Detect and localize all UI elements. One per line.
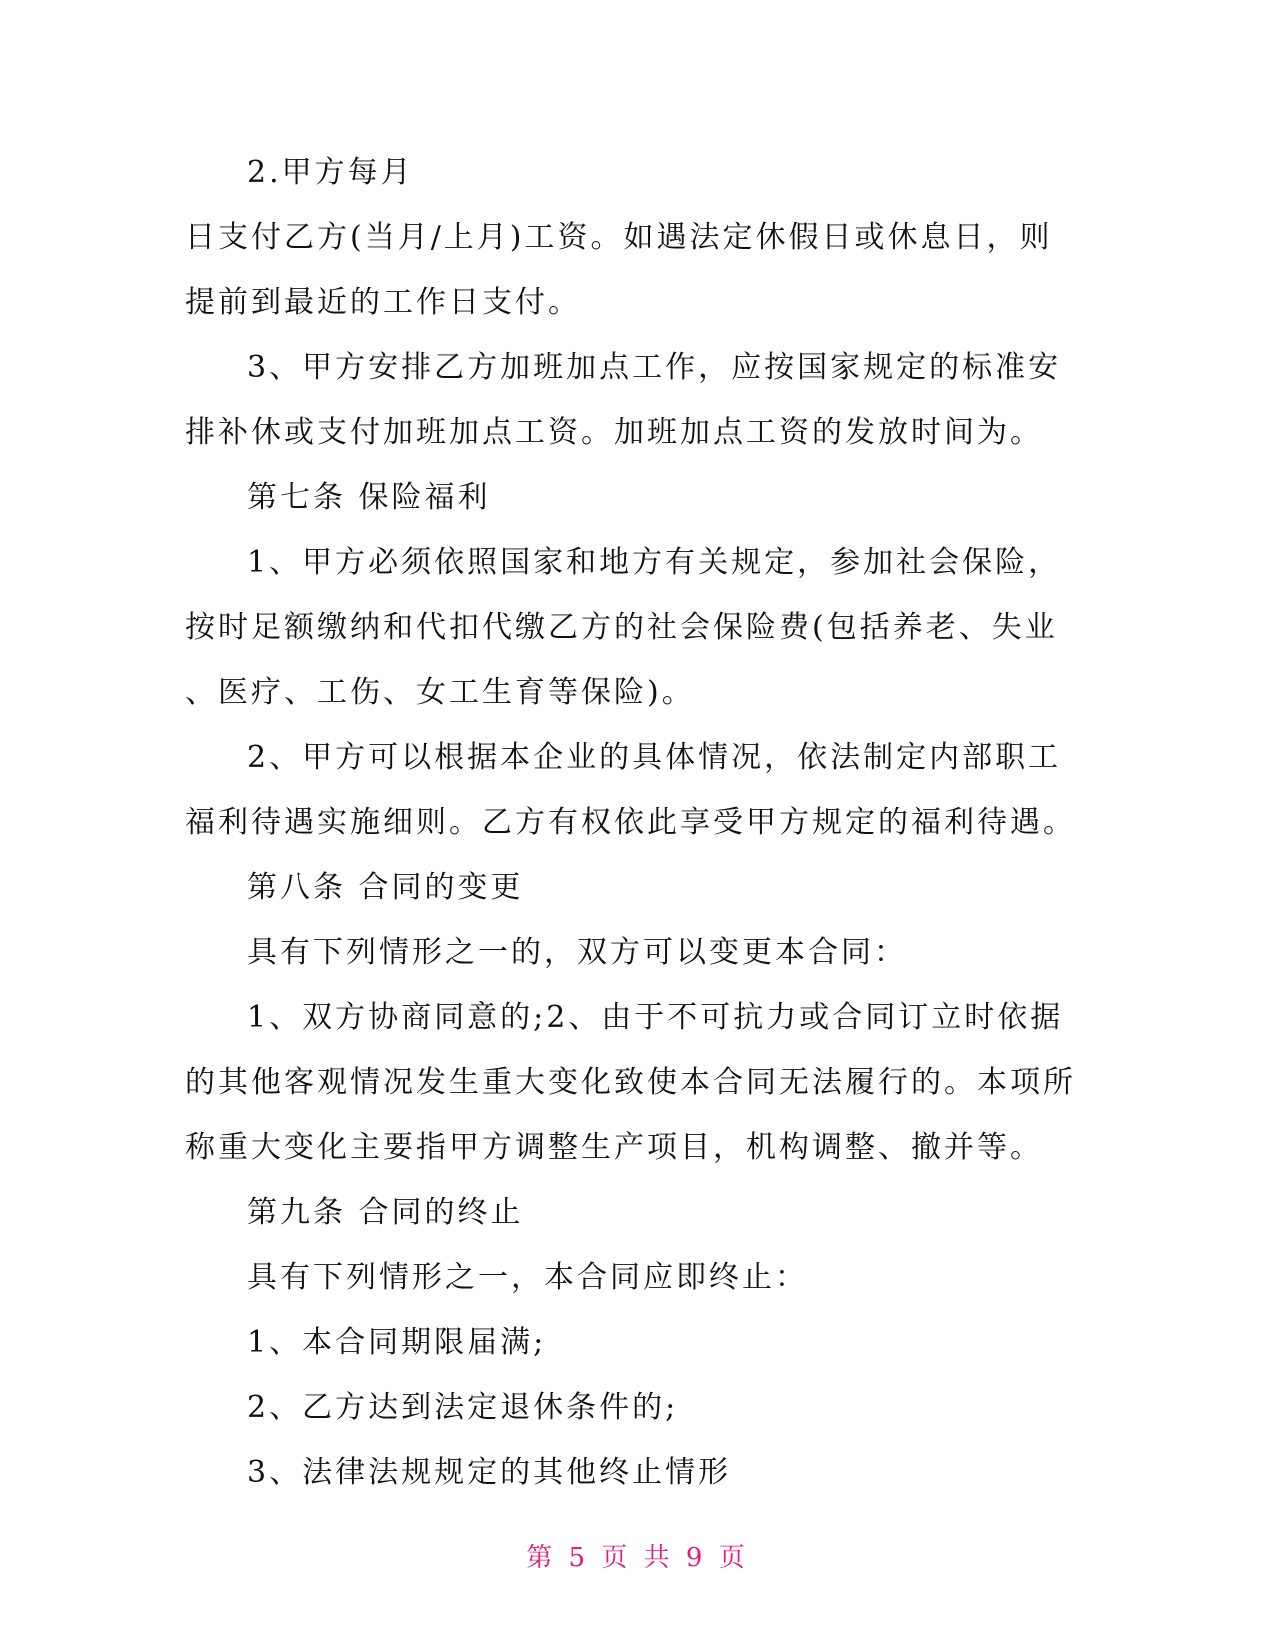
text-line: 的其他客观情况发生重大变化致使本合同无法履行的。本项所: [185, 1065, 1076, 1100]
text-line: 1、甲方必须依照国家和地方有关规定，参加社会保险，: [247, 545, 1062, 580]
text-line: 具有下列情形之一，本合同应即终止：: [247, 1260, 808, 1295]
text-line: 日支付乙方(当月/上月)工资。如遇法定休假日或休息日，则: [185, 220, 1053, 255]
text-line: 福利待遇实施细则。乙方有权依此享受甲方规定的福利待遇。: [185, 805, 1076, 840]
page-number-footer: 第 5 页 共 9 页: [526, 1543, 749, 1573]
text-line: 3、甲方安排乙方加班加点工作，应按国家规定的标准安: [247, 350, 1062, 385]
text-line: 提前到最近的工作日支付。: [185, 285, 581, 320]
section-heading-article-9: 第九条 合同的终止: [247, 1195, 524, 1230]
document-body: [185, 140, 1076, 1505]
text-line: 3、法律法规规定的其他终止情形: [247, 1455, 732, 1490]
text-line: 1、双方协商同意的;2、由于不可抗力或合同订立时依据: [247, 1000, 1064, 1035]
text-line: 具有下列情形之一的，双方可以变更本合同：: [247, 935, 907, 970]
text-line: 2、甲方可以根据本企业的具体情况，依法制定内部职工: [247, 740, 1062, 775]
text-line: 、医疗、工伤、女工生育等保险)。: [185, 675, 695, 710]
text-line: 按时足额缴纳和代扣代缴乙方的社会保险费(包括养老、失业: [185, 610, 1058, 645]
text-line: 1、本合同期限届满;: [247, 1325, 547, 1360]
text-line: 排补休或支付加班加点工资。加班加点工资的发放时间为。: [185, 415, 1043, 450]
text-line: 2、乙方达到法定退休条件的;: [247, 1390, 679, 1425]
section-heading-article-8: 第八条 合同的变更: [247, 870, 524, 905]
text-line: 称重大变化主要指甲方调整生产项目，机构调整、撤并等。: [185, 1130, 1043, 1165]
section-heading-article-7: 第七条 保险福利: [247, 480, 491, 515]
text-line: 2.甲方每月: [247, 155, 414, 190]
